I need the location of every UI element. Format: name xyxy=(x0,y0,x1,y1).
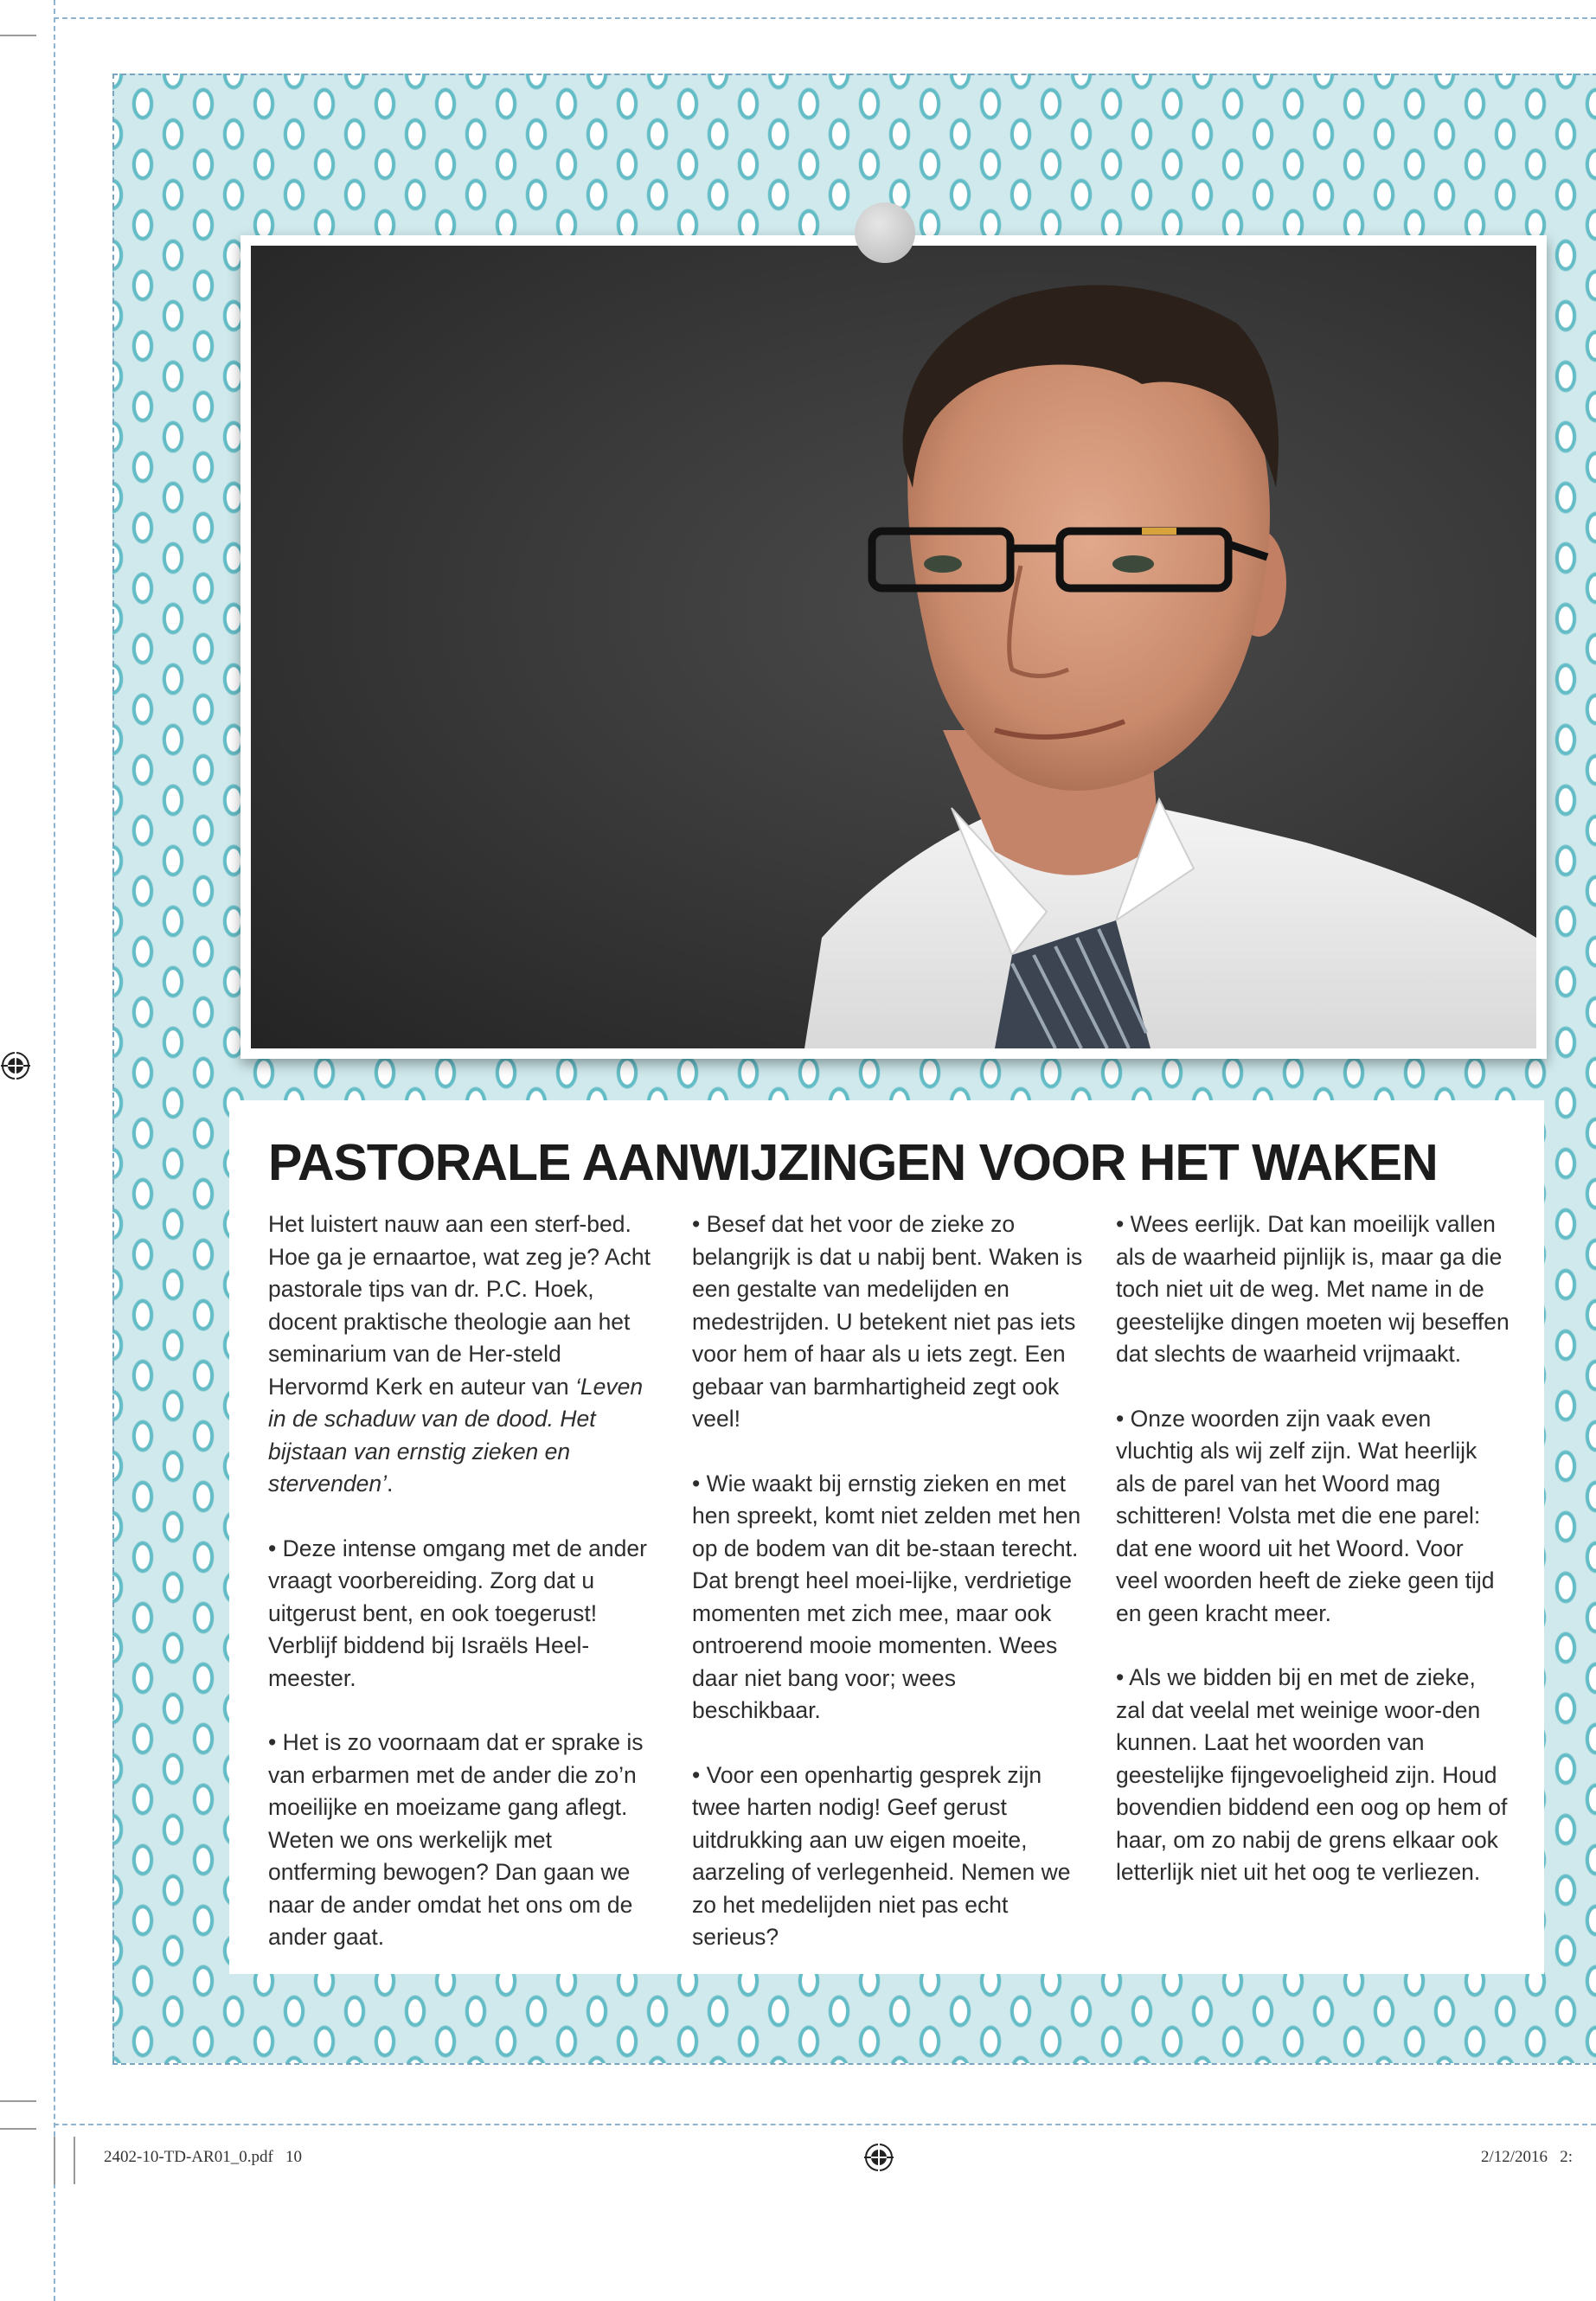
bottom-dashed-guide xyxy=(54,2124,1596,2125)
tip-paragraph: • Besef dat het voor de zieke zo belangrijk is dat u nabij bent. Waken is een gestalte van medelijden en medestrijden. U betekent niet pas iets voor hem of haar als u iets zegt. Een gebaar van barmhartigheid zegt ook veel! xyxy=(692,1211,1083,1432)
tip-paragraph: • Deze intense omgang met de ander vraagt voorbereiding. Zorg dat u uitgerust bent, en ook toegerust! Verblijf biddend bij Israëls Heel-meester. xyxy=(268,1535,647,1691)
book-title: ‘Leven in de schaduw van de dood. Het bijstaan van ernstig zieken en stervenden’ xyxy=(268,1373,644,1497)
tip-paragraph: • Onze woorden zijn vaak even vluchtig als wij zelf zijn. Wat heerlijk als de parel van het Woord mag schitteren! Volsta met die ene parel: dat ene woord uit het Woord. Voor veel woorden heeft de zieke geen tijd en geen kracht meer. xyxy=(1116,1405,1495,1626)
tip-paragraph: • Het is zo voornaam dat er sprake is van erbarmen met de ander die zo’n moeilijke en moeizame gang aflegt. Weten we ons werkelijk met ontferming bewogen? Dan gaan we naar de ander omdat het ons om de ander gaat. xyxy=(268,1729,644,1950)
tip-paragraph: • Wees eerlijk. Dat kan moeilijk vallen als de waarheid pijnlijk is, maar ga die toch niet uit de weg. Met name in de geestelijke dingen moeten wij beseffen dat slechts de waarheid vrijmaakt. xyxy=(1116,1211,1509,1367)
registration-mark-icon xyxy=(1,1051,30,1080)
top-dashed-guide xyxy=(54,17,1596,19)
left-dashed-guide xyxy=(54,0,55,2301)
tip-paragraph: • Als we bidden bij en met de zieke, zal dat veelal met weinige woor-den kunnen. Laat het woorden van geestelijke fijngevoeligheid zijn. Houd bovendien biddend een oog op hem of haar, om zo nabij de grens elkaar ook letterlijk niet uit het oog te verliezen. xyxy=(1116,1664,1508,1885)
footer-date: 2/12/2016 2: xyxy=(1481,2148,1574,2166)
crop-mark xyxy=(0,35,36,36)
intro-paragraph xyxy=(268,1208,662,1501)
article-column-3 xyxy=(1116,1208,1509,1921)
article-column-2 xyxy=(692,1208,1086,1986)
footer-file-slug: 2402-10-TD-AR01_0.pdf 10 xyxy=(104,2148,303,2166)
tip-paragraph: • Voor een openhartig gesprek zijn twee harten nodig! Geef gerust uitdrukking aan uw eigen moeite, aarzeling of verlegenheid. Nemen we zo het medelijden niet pas echt serieus? xyxy=(692,1761,1071,1950)
crop-mark xyxy=(0,2128,36,2130)
portrait-photo-card xyxy=(240,235,1547,1059)
portrait-photo xyxy=(251,246,1536,1048)
tip-paragraph: • Wie waakt bij ernstig zieken en met hen spreekt, komt niet zelden met hen op de bodem van dit be-staan terecht. Dat brengt heel moei-lijke, verdrietige momenten met zich mee, maar ook ontroerend mooie momenten. Wees daar niet bang voor; wees beschikbaar. xyxy=(692,1470,1081,1723)
photo-pin-decoration xyxy=(855,202,915,263)
crop-mark xyxy=(54,2137,55,2184)
intro-end: . xyxy=(387,1471,394,1497)
crop-mark xyxy=(74,2137,75,2184)
article-headline: PASTORALE AANWIJZINGEN VOOR HET WAKEN xyxy=(268,1134,1438,1191)
article-panel xyxy=(229,1100,1544,1974)
crop-mark xyxy=(0,2100,36,2102)
portrait-illustration xyxy=(251,246,1536,1048)
intro-text: Het luistert nauw aan een sterf-bed. Hoe ga je ernaartoe, wat zeg je? Acht pastorale tips van dr. P.C. Hoek, docent praktische theologie aan het seminarium van de Her-steld Hervormd Kerk en auteur van xyxy=(268,1211,651,1400)
registration-mark-icon xyxy=(864,2143,894,2172)
article-column-1 xyxy=(268,1208,662,1986)
